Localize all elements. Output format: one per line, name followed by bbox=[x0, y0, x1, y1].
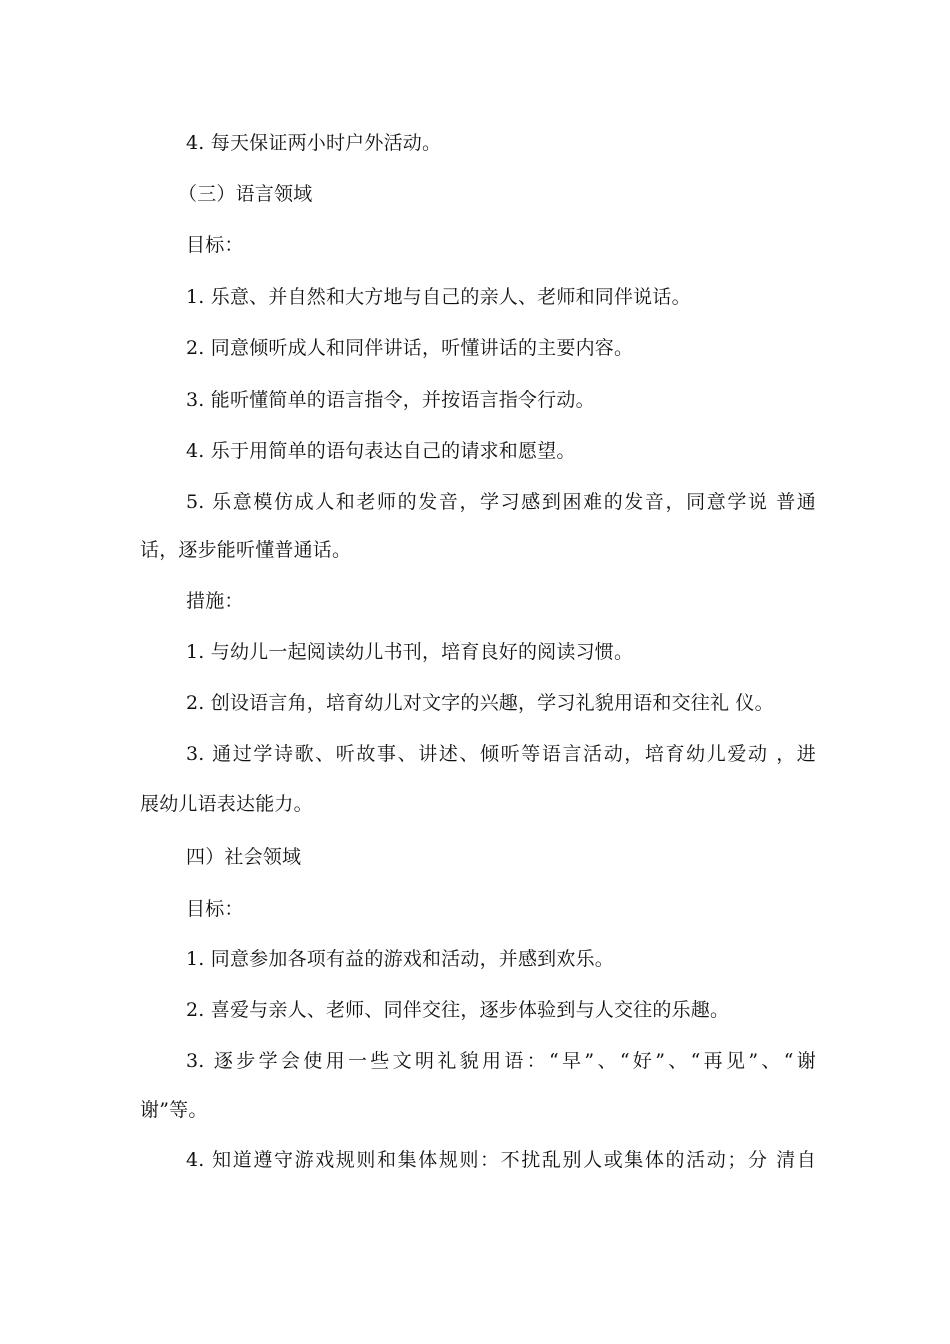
paragraph-language-measure-3-line-1: 3. 通过学诗歌、听故事、讲述、倾听等语言活动，培育幼儿爱动 ，进 bbox=[186, 743, 816, 765]
paragraph-language-measure-1: 1. 与幼儿一起阅读幼儿书刊，培育良好的阅读习惯。 bbox=[186, 641, 634, 663]
paragraph-social-goal-3-line-2: 谢”等。 bbox=[140, 1099, 208, 1121]
paragraph-language-measure-3-line-2: 展幼儿语表达能力。 bbox=[140, 793, 313, 815]
subheading-measures-language: 措施： bbox=[186, 590, 244, 612]
section-heading-language: （三）语言领域 bbox=[178, 183, 313, 205]
paragraph-social-goal-2: 2. 喜爱与亲人、老师、同伴交往，逐步体验到与人交往的乐趣。 bbox=[186, 999, 730, 1021]
paragraph-language-goal-5-line-1: 5. 乐意模仿成人和老师的发音，学习感到困难的发音，同意学说 普通 bbox=[186, 491, 816, 513]
paragraph-language-goal-2: 2. 同意倾听成人和同伴讲话，听懂讲话的主要内容。 bbox=[186, 337, 634, 359]
paragraph-language-goal-5-line-2: 话，逐步能听懂普通话。 bbox=[140, 539, 352, 561]
paragraph-social-goal-3-line-1: 3. 逐步学会使用一些文明礼貌用语：“早”、“好”、“再见”、“谢 bbox=[186, 1050, 816, 1072]
paragraph-language-goal-1: 1. 乐意、并自然和大方地与自己的亲人、老师和同伴说话。 bbox=[186, 286, 691, 308]
paragraph-language-goal-3: 3. 能听懂简单的语言指令，并按语言指令行动。 bbox=[186, 389, 595, 411]
section-heading-social: 四）社会领域 bbox=[186, 846, 302, 868]
paragraph-social-goal-1: 1. 同意参加各项有益的游戏和活动，并感到欢乐。 bbox=[186, 948, 614, 970]
paragraph-language-measure-2: 2. 创设语言角，培育幼儿对文字的兴趣，学习礼貌用语和交往礼 仪。 bbox=[186, 692, 774, 714]
subheading-goals-social: 目标： bbox=[186, 898, 244, 920]
subheading-goals-language: 目标： bbox=[186, 234, 244, 256]
paragraph-language-goal-4: 4. 乐于用简单的语句表达自己的请求和愿望。 bbox=[186, 440, 576, 462]
paragraph-health-measure-4: 4. 每天保证两小时户外活动。 bbox=[186, 132, 442, 154]
paragraph-social-goal-4-line-1: 4. 知道遵守游戏规则和集体规则：不扰乱别人或集体的活动；分 清自 bbox=[186, 1149, 816, 1171]
